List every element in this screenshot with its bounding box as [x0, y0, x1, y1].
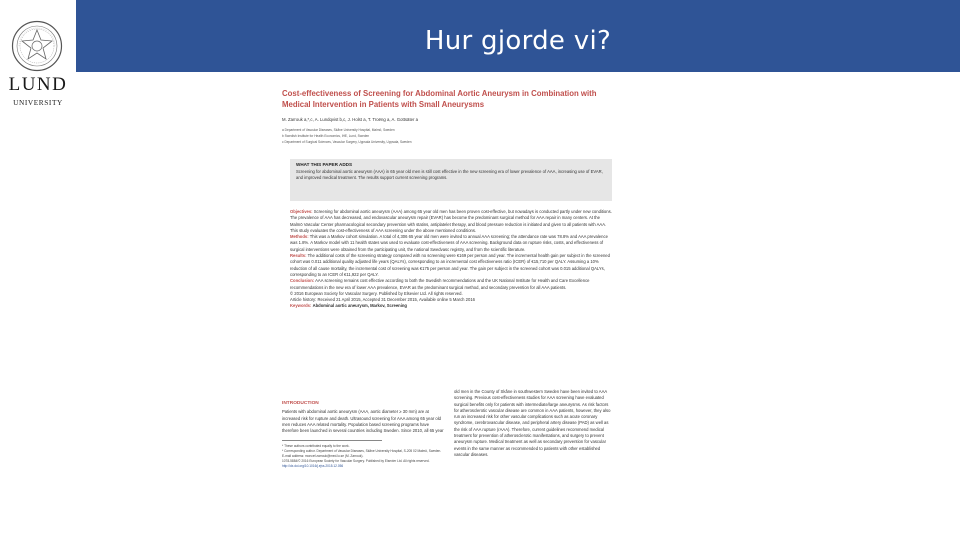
university-seal-icon	[11, 20, 63, 72]
footnote: * These authors contributed equally to the work.	[282, 444, 350, 449]
footnote-divider	[282, 440, 382, 441]
university-logo	[0, 10, 76, 105]
affiliation: b Swedish Institute for Health Economics, IHE, Lund, Sweden	[282, 134, 370, 138]
title-bar	[76, 0, 960, 72]
copyright: © 2016 European Society for Vascular Surgery. Published by Elsevier Ltd. All rights reserved.	[290, 290, 463, 296]
doi-link[interactable]: http://dx.doi.org/10.1016/j.ejvs.2015.12.056	[282, 464, 344, 469]
paper-image	[274, 80, 620, 520]
right-column	[454, 389, 612, 458]
paper-title: Cost-effectiveness of Screening for Abdominal Aortic Aneurysm in Combination with Medical Intervention in Patients with Small Aneurysms	[282, 89, 597, 109]
abstract-text: Screening for abdominal aortic aneurysm (AAA) among 65 year old men has been proven cost-effective, but nowadays is conducted partly under new conditions. The prevalence of AAA has decreased, and endovascular aneurysm repair (EVAR) has become the predominant surgical method for AAA repair in many centers. At the Malmö Vascular Center pharmacological secondary prevention with statins, antiplatelet therapy, and blood pressure reduction is initiated and given to all patients with AAA. This study evaluates the cost-effectiveness of AAA screening under the above mentioned conditions.	[290, 209, 612, 233]
abstract-label: Objectives:	[290, 209, 313, 214]
intro-heading: INTRODUCTION	[282, 401, 319, 406]
box-text: Screening for abdominal aortic aneurysm (AAA) in 65 year old men is still cost effective in the new screening era of lower prevalence of AAA, increasing use of EVAR, and improved medical treatment. The results support current screening programs.	[296, 169, 603, 180]
paper-authors: M. Zarrouk a,*,c, A. Lundqvist b,c, J. Holst a, T. Troëng a, A. Gottsäter a	[282, 117, 419, 122]
abstract-text: AAA screening remains cost effective according to both the Swedish recommendations and the UK National Institute for Health and Care Excellence recommendations in the new era of lower AAA prevalence, EVAR as the predominant surgical method, and secondary prevention for all AAA patients.	[290, 278, 590, 290]
box-heading: WHAT THIS PAPER ADDS	[296, 162, 353, 167]
keywords: Abdominal aortic aneurysm, Markov, Screening	[312, 303, 407, 309]
logo-wordmark: LUND	[8, 74, 68, 95]
keywords-label: Keywords:	[290, 303, 312, 309]
affiliation: c Department of Surgical Sciences, Vascular Surgery, Uppsala University, Uppsala, Sweden	[282, 140, 412, 144]
article-history: Article history: Received 21 April 2015, Accepted 31 December 2015, Available online 5 March 2016	[290, 297, 475, 303]
footnote: E-mail address: moncef.zarrouk@med.lu.se (M. Zarrouk).	[282, 454, 364, 459]
what-this-paper-adds-box	[290, 159, 612, 201]
intro-column	[282, 401, 444, 469]
abstract-label: Methods:	[290, 234, 309, 240]
footnote: 1078-5884/© 2016 European Society for Vascular Surgery. Published by Elsevier Ltd. All rights reserved.	[282, 459, 430, 464]
intro-text: Patients with abdominal aortic aneurysm (AAA, aortic diameter ≥ 30 mm) are at increased risk for rupture and death. Ultrasound screening for AAA among 65 year old men reduces AAA related mortality. Population based screening programs have therefore been launched in several countries including Sweden. Since 2010, all 65 year	[282, 409, 444, 434]
abstract-text: This was a Markov cohort simulation. A total of 4,306 65 year old men were invited to annual AAA screening; the attendance rate was 78.8% and AAA prevalence was 1.8%. A Markov model with 11 health states was used to evaluate cost-effectiveness of AAA screening. Background data on rupture risks, costs, and effectiveness of surgical interventions were obtained from the participating unit, the national Swedvasc registry, and from the scientific literature.	[290, 234, 608, 252]
abstract	[290, 209, 612, 310]
footnote: * Corresponding author. Department of Vascular Diseases, Skåne University Hospital, S-205 02 Malmö, Sweden.	[282, 449, 442, 454]
affiliation: a Department of Vascular Diseases, Skåne University Hospital, Malmö, Sweden	[282, 128, 395, 132]
logo-subtitle: UNIVERSITY	[13, 98, 63, 107]
slide-title: Hur gjorde vi?	[424, 26, 612, 56]
abstract-text: The additional costs of the screening strategy compared with no screening were €169 per person and year. The incremental health gain per subject in the screened cohort was 0.011 additional quality adjusted life years (QALYs), corresponding to an incremental cost effectiveness ratio (ICER) of €15,710 per QALY. Assuming a 10% reduction of all cause mortality, the incremental cost of screening was €175 per person and year. The gain per subject in the screened cohort was 0.015 additional QALYs, corresponding to an ICER of €11,922 per QALY.	[290, 253, 610, 277]
abstract-label: Conclusion:	[290, 278, 315, 284]
right-column-text: old men in the County of Skåne in southwestern Sweden have been invited to AAA screening. Previous cost-effectiveness studies for AAA screening have evaluated surgical benefits only for patients with intermediate/large aneurysms. As risk factors for atherosclerotic vascular disease are common in AAA patients, however, they also run an increased risk for other vascular complications such as acute coronary syndrome, cerebrovascular disease, and peripheral artery disease (PAD) as well as the risk of AAA rupture (rAAA). Therefore, current guidelines recommend medical treatment for prevention of atherosclerotic manifestations, and surgery to prevent aneurysm rupture. Medical treatment as well as secondary prevention for vascular events in the same manner as recommended to patients with other established vascular diseases.	[454, 389, 611, 457]
abstract-label: Results:	[290, 253, 307, 259]
